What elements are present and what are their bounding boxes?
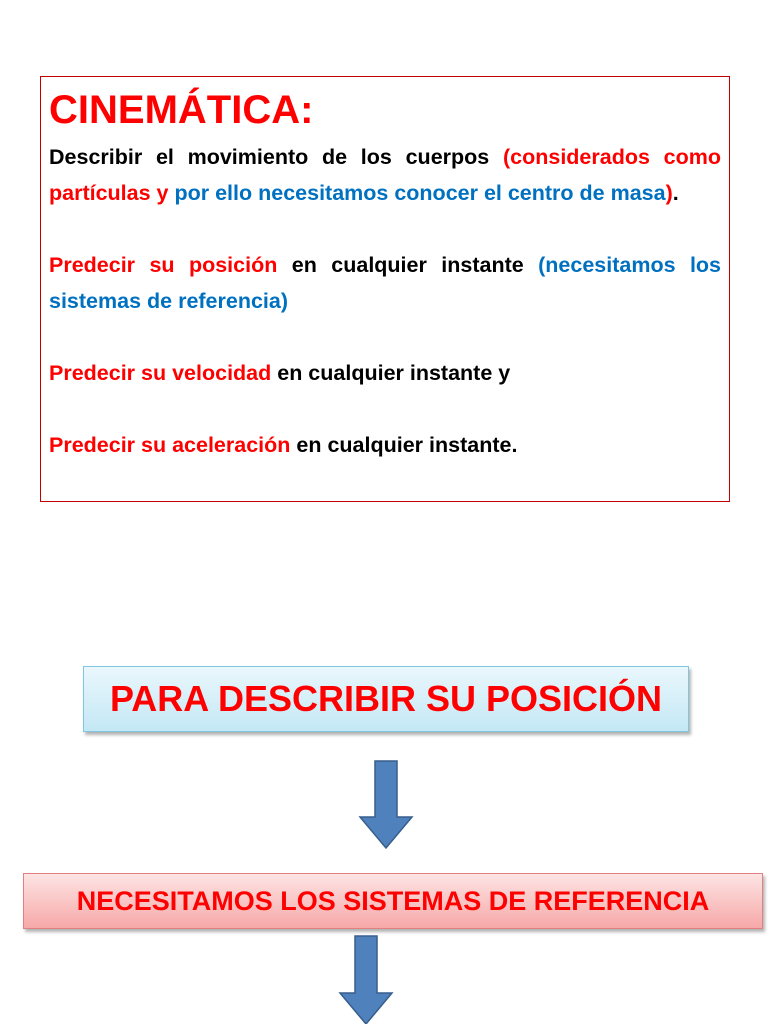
- p1-text-red: (considerados como partículas y: [49, 145, 722, 205]
- kinematics-paragraph-3: [49, 355, 721, 391]
- p3-text-red: Predecir su velocidad: [49, 361, 272, 385]
- p3-text-black: en cualquier instante y: [271, 361, 511, 385]
- position-box: [83, 666, 689, 732]
- p1-text-blue: por ello necesitamos conocer el centro de masa: [174, 181, 666, 205]
- p1-text-period: .: [672, 181, 679, 205]
- reference-label: NECESITAMOS LOS SISTEMAS DE REFERENCIA: [76, 885, 710, 916]
- kinematics-paragraph-2: [49, 247, 721, 319]
- p1-text-black: Describir el movimiento de los cuerpos: [49, 145, 503, 169]
- reference-box: [23, 873, 763, 929]
- kinematics-paragraph-4: [49, 427, 721, 463]
- kinematics-paragraph-1: [49, 139, 721, 211]
- p2-text-black: en cualquier instante: [277, 253, 539, 277]
- p2-text-blue: (necesitamos los sistemas de referencia): [49, 253, 722, 313]
- position-label: PARA DESCRIBIR SU POSICIÓN: [109, 678, 663, 719]
- kinematics-box: [40, 76, 730, 502]
- p1-text-red-paren: ): [665, 181, 673, 205]
- arrow-down-icon: [338, 935, 394, 1024]
- p4-text-red: Predecir su aceleración: [49, 433, 291, 457]
- arrow-down-icon: [358, 760, 414, 850]
- p4-text-black: en cualquier instante.: [290, 433, 518, 457]
- p2-text-red: Predecir su posición: [49, 253, 278, 277]
- kinematics-title: CINEMÁTICA:: [49, 88, 314, 132]
